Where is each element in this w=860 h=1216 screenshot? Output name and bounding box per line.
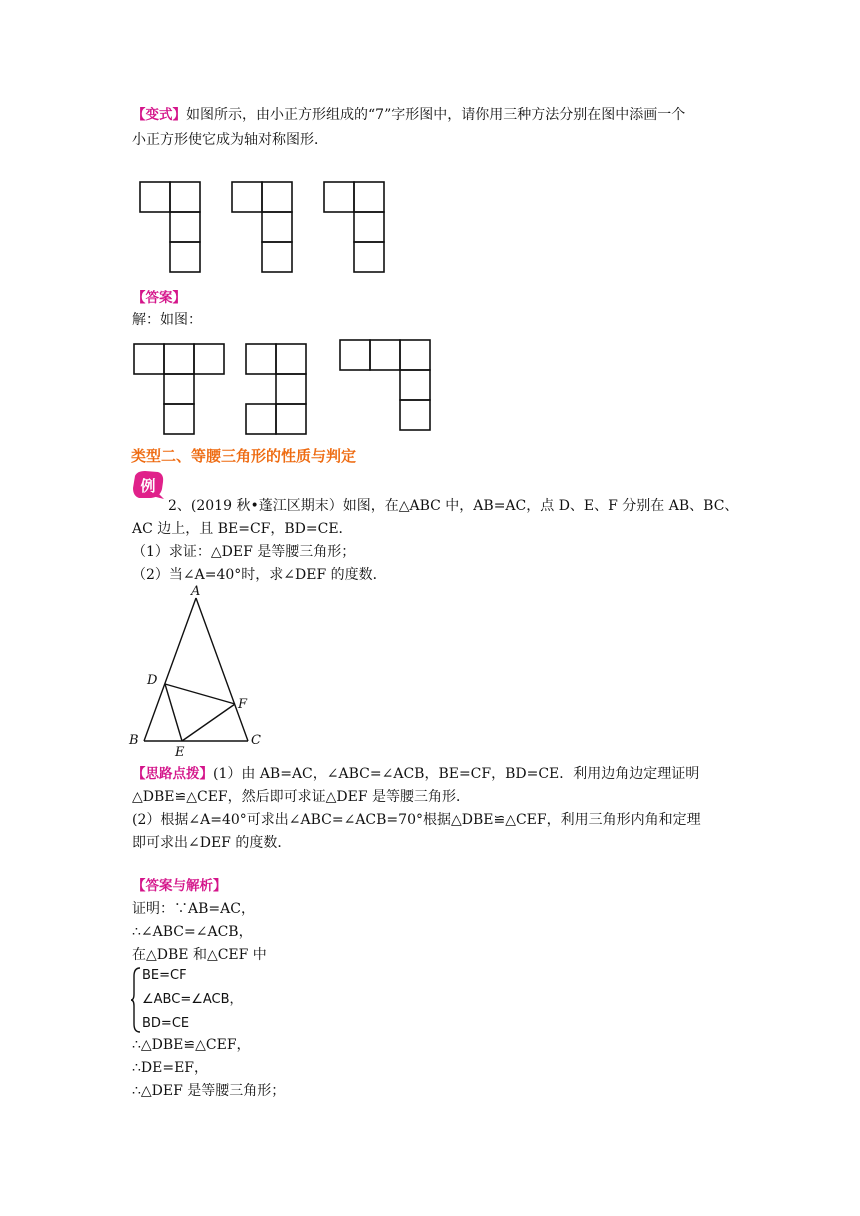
hint-text-1: (1）由 AB=AC，∠ABC=∠ACB，BE=CF，BD=CE．利用边角边定理证明: [213, 766, 700, 782]
square: [276, 344, 306, 374]
brace-condition: ∠ABC=∠ACB，: [142, 992, 243, 1007]
solution-tag: 【答案与解析】: [132, 878, 227, 894]
hint-line-4: 即可求出∠DEF 的度数．: [132, 835, 292, 851]
example-question-1: （1）求证：△DEF 是等腰三角形；: [132, 544, 356, 560]
square: [400, 370, 430, 400]
hint-line-3: (2）根据∠A=40°可求出∠ABC=∠ACB=70°根据△DBE≌△CEF，利用三角形内角和定理: [132, 812, 701, 828]
square: [354, 182, 384, 212]
example-line-1: 2、(2019 秋•蓬江区期末）如图，在△ABC 中，AB=AC，点 D、E、F 分别在 AB、BC、: [168, 498, 739, 514]
side-ac: [196, 598, 248, 741]
square: [246, 404, 276, 434]
label-d: D: [147, 673, 158, 688]
hint-tag: 【思路点拨】: [132, 766, 213, 782]
square: [276, 404, 306, 434]
square: [164, 374, 194, 404]
segment-ef: [182, 704, 235, 741]
side-ab: [144, 598, 196, 741]
condition-brace: [130, 966, 270, 1034]
variant-line-2: 小正方形使它成为轴对称图形．: [132, 132, 328, 148]
segment-de: [165, 684, 182, 741]
section-heading: 类型二、等腰三角形的性质与判定: [131, 447, 357, 465]
segment-df: [165, 684, 235, 704]
square: [340, 340, 370, 370]
square: [164, 404, 194, 434]
solution-line: ∴DE=EF，: [132, 1060, 209, 1076]
square: [232, 182, 262, 212]
example-question-2: （2）当∠A=40°时，求∠DEF 的度数．: [132, 567, 387, 583]
brace-condition: BD=CE: [142, 1016, 190, 1031]
answer-text: 解：如图：: [132, 312, 202, 328]
square: [400, 340, 430, 370]
solution-line: ∴△DBE≌△CEF，: [132, 1037, 251, 1053]
square: [170, 242, 200, 272]
answer-figures: [128, 332, 438, 440]
label-c: C: [251, 733, 261, 748]
square: [170, 212, 200, 242]
label-b: B: [129, 733, 139, 748]
label-a: A: [191, 584, 201, 599]
variant-text-1: 如图所示，由小正方形组成的“7”字形图中，请你用三种方法分别在图中添画一个: [186, 107, 686, 123]
square: [354, 242, 384, 272]
solution-line: 证明：∵AB=AC，: [132, 901, 255, 917]
variant-tag: 【变式】: [132, 107, 186, 123]
square: [400, 400, 430, 430]
answer-tag: 【答案】: [132, 290, 186, 306]
solution-line: ∴△DEF 是等腰三角形；: [132, 1083, 286, 1099]
example-line-2: AC 边上，且 BE=CF，BD=CE．: [132, 521, 353, 537]
square: [164, 344, 194, 374]
triangle-diagram: [120, 580, 280, 760]
hint-line-2: △DBE≌△CEF，然后即可求证△DEF 是等腰三角形．: [132, 789, 471, 805]
hint-line-1: [132, 764, 699, 784]
square: [354, 212, 384, 242]
solution-line: 在△DBE 和△CEF 中: [132, 947, 267, 963]
example-badge-icon: [131, 470, 165, 500]
square: [170, 182, 200, 212]
square: [134, 344, 164, 374]
brace-icon: [130, 966, 142, 1034]
square: [276, 374, 306, 404]
square: [246, 344, 276, 374]
question-figures: [130, 172, 400, 282]
label-e: E: [175, 745, 185, 760]
square: [262, 242, 292, 272]
solution-line: ∴∠ABC=∠ACB，: [132, 924, 253, 940]
square: [194, 344, 224, 374]
square: [262, 212, 292, 242]
brace-condition: BE=CF: [142, 968, 187, 983]
example-badge-text: 例: [140, 477, 156, 495]
square: [140, 182, 170, 212]
square: [262, 182, 292, 212]
variant-line-1: [132, 105, 685, 125]
label-f: F: [238, 697, 248, 712]
square: [324, 182, 354, 212]
square: [370, 340, 400, 370]
